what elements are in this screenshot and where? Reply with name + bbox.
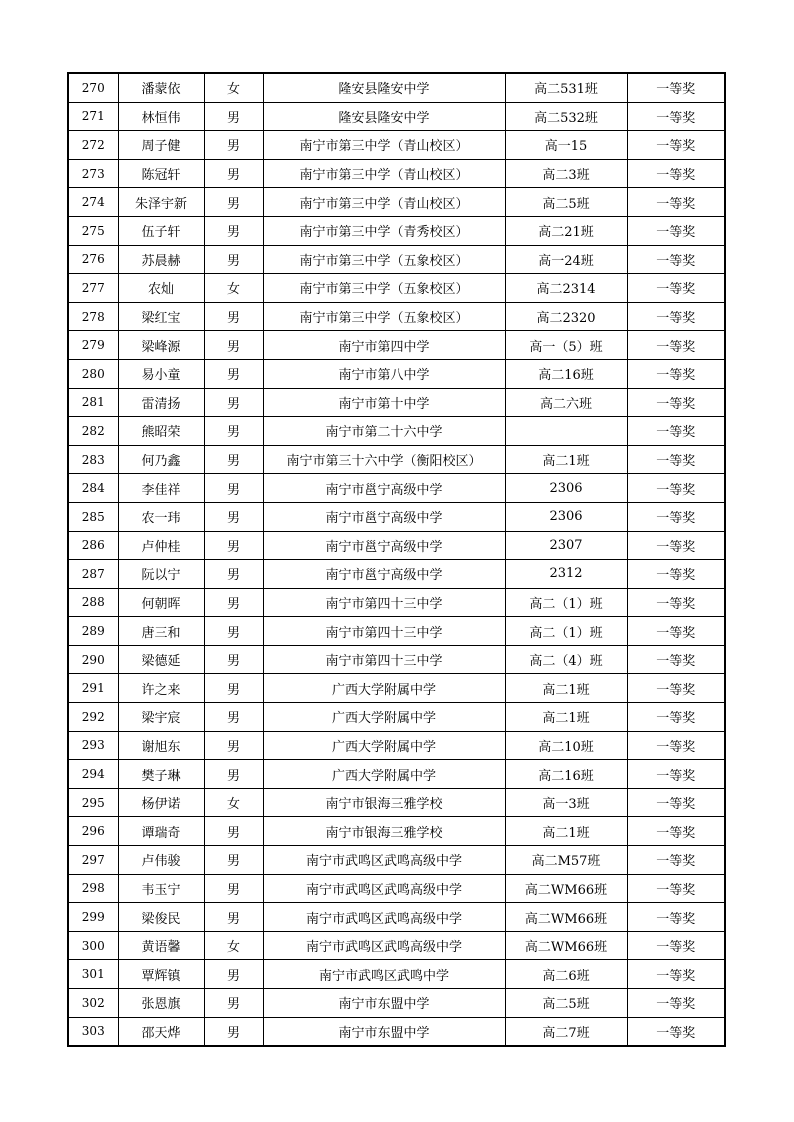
student-name-cell: 周子健 xyxy=(118,131,204,160)
class-cell: 2307 xyxy=(505,531,627,560)
school-cell: 南宁市武鸣区武鸣中学 xyxy=(263,960,505,989)
row-number-cell: 281 xyxy=(68,388,118,417)
award-level-cell: 一等奖 xyxy=(627,531,725,560)
award-level-cell: 一等奖 xyxy=(627,274,725,303)
student-name-cell: 朱泽宇新 xyxy=(118,188,204,217)
award-level-cell: 一等奖 xyxy=(627,216,725,245)
table-row xyxy=(68,846,725,875)
gender-cell: 女 xyxy=(204,73,263,102)
row-number-cell: 289 xyxy=(68,617,118,646)
row-number-cell: 303 xyxy=(68,1017,118,1046)
class-cell: 高二1班 xyxy=(505,817,627,846)
table-row xyxy=(68,445,725,474)
award-level-cell: 一等奖 xyxy=(627,245,725,274)
gender-cell: 男 xyxy=(204,245,263,274)
award-level-cell: 一等奖 xyxy=(627,331,725,360)
student-name-cell: 何乃鑫 xyxy=(118,445,204,474)
student-name-cell: 林恒伟 xyxy=(118,102,204,131)
school-cell: 南宁市第三中学（青山校区） xyxy=(263,131,505,160)
table-row xyxy=(68,274,725,303)
row-number-cell: 284 xyxy=(68,474,118,503)
class-cell: 高二3班 xyxy=(505,159,627,188)
gender-cell: 男 xyxy=(204,417,263,446)
school-cell: 南宁市银海三雅学校 xyxy=(263,817,505,846)
row-number-cell: 274 xyxy=(68,188,118,217)
table-row xyxy=(68,331,725,360)
school-cell: 南宁市第二十六中学 xyxy=(263,417,505,446)
row-number-cell: 288 xyxy=(68,588,118,617)
student-name-cell: 梁峰源 xyxy=(118,331,204,360)
student-name-cell: 杨伊诺 xyxy=(118,788,204,817)
school-cell: 南宁市第十中学 xyxy=(263,388,505,417)
class-cell: 高二532班 xyxy=(505,102,627,131)
school-cell: 南宁市银海三雅学校 xyxy=(263,788,505,817)
student-name-cell: 黄语馨 xyxy=(118,931,204,960)
school-cell: 南宁市第四十三中学 xyxy=(263,617,505,646)
table-row xyxy=(68,502,725,531)
row-number-cell: 278 xyxy=(68,302,118,331)
class-cell: 高二5班 xyxy=(505,989,627,1018)
award-level-cell: 一等奖 xyxy=(627,1017,725,1046)
class-cell: 高二1班 xyxy=(505,674,627,703)
table-row xyxy=(68,645,725,674)
student-name-cell: 雷清扬 xyxy=(118,388,204,417)
class-cell: 高二六班 xyxy=(505,388,627,417)
class-cell: 高一3班 xyxy=(505,788,627,817)
row-number-cell: 298 xyxy=(68,874,118,903)
award-level-cell: 一等奖 xyxy=(627,817,725,846)
award-level-cell: 一等奖 xyxy=(627,931,725,960)
gender-cell: 男 xyxy=(204,645,263,674)
award-level-cell: 一等奖 xyxy=(627,645,725,674)
award-level-cell: 一等奖 xyxy=(627,188,725,217)
table-row xyxy=(68,388,725,417)
school-cell: 南宁市武鸣区武鸣高级中学 xyxy=(263,874,505,903)
gender-cell: 男 xyxy=(204,989,263,1018)
student-name-cell: 韦玉宁 xyxy=(118,874,204,903)
award-list-table xyxy=(67,72,726,1047)
award-level-cell: 一等奖 xyxy=(627,445,725,474)
gender-cell: 男 xyxy=(204,903,263,932)
award-level-cell: 一等奖 xyxy=(627,731,725,760)
gender-cell: 女 xyxy=(204,788,263,817)
table-row xyxy=(68,131,725,160)
class-cell: 高二WM66班 xyxy=(505,874,627,903)
table-row xyxy=(68,989,725,1018)
gender-cell: 男 xyxy=(204,846,263,875)
award-level-cell: 一等奖 xyxy=(627,560,725,589)
student-name-cell: 谭瑞奇 xyxy=(118,817,204,846)
award-level-cell: 一等奖 xyxy=(627,502,725,531)
student-name-cell: 易小童 xyxy=(118,359,204,388)
gender-cell: 男 xyxy=(204,474,263,503)
gender-cell: 男 xyxy=(204,817,263,846)
student-name-cell: 许之来 xyxy=(118,674,204,703)
class-cell: 2306 xyxy=(505,502,627,531)
table-row xyxy=(68,674,725,703)
student-name-cell: 覃辉镇 xyxy=(118,960,204,989)
table-row xyxy=(68,903,725,932)
class-cell: 高二16班 xyxy=(505,359,627,388)
school-cell: 南宁市第三中学（五象校区） xyxy=(263,245,505,274)
award-level-cell: 一等奖 xyxy=(627,131,725,160)
table-row xyxy=(68,188,725,217)
award-level-cell: 一等奖 xyxy=(627,960,725,989)
student-name-cell: 谢旭东 xyxy=(118,731,204,760)
student-name-cell: 阮以宁 xyxy=(118,560,204,589)
row-number-cell: 295 xyxy=(68,788,118,817)
row-number-cell: 290 xyxy=(68,645,118,674)
school-cell: 南宁市武鸣区武鸣高级中学 xyxy=(263,903,505,932)
row-number-cell: 299 xyxy=(68,903,118,932)
class-cell: 高二（1）班 xyxy=(505,617,627,646)
class-cell: 2306 xyxy=(505,474,627,503)
school-cell: 南宁市第四十三中学 xyxy=(263,645,505,674)
student-name-cell: 张恩旗 xyxy=(118,989,204,1018)
student-name-cell: 陈冠轩 xyxy=(118,159,204,188)
student-name-cell: 苏晨赫 xyxy=(118,245,204,274)
gender-cell: 男 xyxy=(204,359,263,388)
award-level-cell: 一等奖 xyxy=(627,788,725,817)
class-cell: 高二（1）班 xyxy=(505,588,627,617)
gender-cell: 男 xyxy=(204,674,263,703)
award-level-cell: 一等奖 xyxy=(627,703,725,732)
table-row xyxy=(68,102,725,131)
gender-cell: 男 xyxy=(204,159,263,188)
school-cell: 广西大学附属中学 xyxy=(263,674,505,703)
award-level-cell: 一等奖 xyxy=(627,588,725,617)
award-level-cell: 一等奖 xyxy=(627,417,725,446)
student-name-cell: 梁俊民 xyxy=(118,903,204,932)
student-name-cell: 李佳祥 xyxy=(118,474,204,503)
award-level-cell: 一等奖 xyxy=(627,102,725,131)
row-number-cell: 270 xyxy=(68,73,118,102)
class-cell: 高二7班 xyxy=(505,1017,627,1046)
row-number-cell: 301 xyxy=(68,960,118,989)
school-cell: 南宁市邕宁高级中学 xyxy=(263,502,505,531)
student-name-cell: 卢伟骏 xyxy=(118,846,204,875)
gender-cell: 男 xyxy=(204,445,263,474)
gender-cell: 男 xyxy=(204,703,263,732)
gender-cell: 男 xyxy=(204,1017,263,1046)
class-cell: 高二10班 xyxy=(505,731,627,760)
table-row xyxy=(68,931,725,960)
table-row xyxy=(68,874,725,903)
row-number-cell: 280 xyxy=(68,359,118,388)
award-level-cell: 一等奖 xyxy=(627,159,725,188)
school-cell: 南宁市第三十六中学（衡阳校区） xyxy=(263,445,505,474)
award-level-cell: 一等奖 xyxy=(627,903,725,932)
award-level-cell: 一等奖 xyxy=(627,874,725,903)
class-cell: 高二1班 xyxy=(505,445,627,474)
award-level-cell: 一等奖 xyxy=(627,617,725,646)
class-cell: 高二21班 xyxy=(505,216,627,245)
class-cell: 高二WM66班 xyxy=(505,903,627,932)
table-row xyxy=(68,417,725,446)
school-cell: 广西大学附属中学 xyxy=(263,703,505,732)
gender-cell: 男 xyxy=(204,760,263,789)
class-cell: 高一24班 xyxy=(505,245,627,274)
row-number-cell: 292 xyxy=(68,703,118,732)
class-cell: 高一15 xyxy=(505,131,627,160)
award-level-cell: 一等奖 xyxy=(627,388,725,417)
gender-cell: 男 xyxy=(204,331,263,360)
gender-cell: 男 xyxy=(204,588,263,617)
table-row xyxy=(68,760,725,789)
class-cell: 高二5班 xyxy=(505,188,627,217)
school-cell: 南宁市武鸣区武鸣高级中学 xyxy=(263,846,505,875)
gender-cell: 男 xyxy=(204,302,263,331)
table-row xyxy=(68,731,725,760)
class-cell: 高二6班 xyxy=(505,960,627,989)
school-cell: 南宁市第四中学 xyxy=(263,331,505,360)
award-list-body xyxy=(68,73,725,1046)
table-row xyxy=(68,73,725,102)
gender-cell: 男 xyxy=(204,131,263,160)
row-number-cell: 287 xyxy=(68,560,118,589)
student-name-cell: 梁红宝 xyxy=(118,302,204,331)
student-name-cell: 农灿 xyxy=(118,274,204,303)
table-row xyxy=(68,560,725,589)
gender-cell: 男 xyxy=(204,560,263,589)
table-row xyxy=(68,216,725,245)
gender-cell: 男 xyxy=(204,388,263,417)
row-number-cell: 293 xyxy=(68,731,118,760)
gender-cell: 男 xyxy=(204,960,263,989)
gender-cell: 男 xyxy=(204,731,263,760)
student-name-cell: 农一玮 xyxy=(118,502,204,531)
class-cell: 高二（4）班 xyxy=(505,645,627,674)
school-cell: 南宁市第三中学（青秀校区） xyxy=(263,216,505,245)
gender-cell: 女 xyxy=(204,931,263,960)
student-name-cell: 伍子轩 xyxy=(118,216,204,245)
student-name-cell: 唐三和 xyxy=(118,617,204,646)
award-level-cell: 一等奖 xyxy=(627,474,725,503)
school-cell: 广西大学附属中学 xyxy=(263,760,505,789)
row-number-cell: 276 xyxy=(68,245,118,274)
class-cell: 高二2314 xyxy=(505,274,627,303)
row-number-cell: 271 xyxy=(68,102,118,131)
school-cell: 南宁市东盟中学 xyxy=(263,989,505,1018)
class-cell: 高二2320 xyxy=(505,302,627,331)
row-number-cell: 286 xyxy=(68,531,118,560)
gender-cell: 男 xyxy=(204,502,263,531)
school-cell: 南宁市第三中学（五象校区） xyxy=(263,274,505,303)
table-row xyxy=(68,588,725,617)
school-cell: 南宁市第三中学（五象校区） xyxy=(263,302,505,331)
school-cell: 南宁市第四十三中学 xyxy=(263,588,505,617)
row-number-cell: 294 xyxy=(68,760,118,789)
school-cell: 南宁市邕宁高级中学 xyxy=(263,474,505,503)
gender-cell: 男 xyxy=(204,617,263,646)
table-row xyxy=(68,474,725,503)
school-cell: 南宁市第三中学（青山校区） xyxy=(263,188,505,217)
student-name-cell: 梁德延 xyxy=(118,645,204,674)
school-cell: 南宁市东盟中学 xyxy=(263,1017,505,1046)
table-row xyxy=(68,1017,725,1046)
gender-cell: 女 xyxy=(204,274,263,303)
class-cell: 高二WM66班 xyxy=(505,931,627,960)
row-number-cell: 272 xyxy=(68,131,118,160)
row-number-cell: 279 xyxy=(68,331,118,360)
class-cell: 高二16班 xyxy=(505,760,627,789)
row-number-cell: 273 xyxy=(68,159,118,188)
gender-cell: 男 xyxy=(204,102,263,131)
student-name-cell: 熊昭荣 xyxy=(118,417,204,446)
row-number-cell: 283 xyxy=(68,445,118,474)
award-level-cell: 一等奖 xyxy=(627,302,725,331)
row-number-cell: 275 xyxy=(68,216,118,245)
table-row xyxy=(68,359,725,388)
table-row xyxy=(68,788,725,817)
row-number-cell: 285 xyxy=(68,502,118,531)
table-row xyxy=(68,245,725,274)
student-name-cell: 梁宇宸 xyxy=(118,703,204,732)
row-number-cell: 300 xyxy=(68,931,118,960)
table-row xyxy=(68,703,725,732)
class-cell: 高二M57班 xyxy=(505,846,627,875)
school-cell: 南宁市第三中学（青山校区） xyxy=(263,159,505,188)
row-number-cell: 291 xyxy=(68,674,118,703)
award-level-cell: 一等奖 xyxy=(627,760,725,789)
school-cell: 南宁市武鸣区武鸣高级中学 xyxy=(263,931,505,960)
student-name-cell: 邵天烨 xyxy=(118,1017,204,1046)
award-level-cell: 一等奖 xyxy=(627,359,725,388)
row-number-cell: 297 xyxy=(68,846,118,875)
gender-cell: 男 xyxy=(204,874,263,903)
student-name-cell: 潘蒙依 xyxy=(118,73,204,102)
row-number-cell: 277 xyxy=(68,274,118,303)
row-number-cell: 296 xyxy=(68,817,118,846)
table-row xyxy=(68,159,725,188)
school-cell: 隆安县隆安中学 xyxy=(263,73,505,102)
gender-cell: 男 xyxy=(204,216,263,245)
award-level-cell: 一等奖 xyxy=(627,989,725,1018)
student-name-cell: 卢仲桂 xyxy=(118,531,204,560)
table-row xyxy=(68,302,725,331)
table-row xyxy=(68,817,725,846)
award-level-cell: 一等奖 xyxy=(627,73,725,102)
class-cell xyxy=(505,417,627,446)
class-cell: 高二531班 xyxy=(505,73,627,102)
award-level-cell: 一等奖 xyxy=(627,846,725,875)
gender-cell: 男 xyxy=(204,531,263,560)
award-level-cell: 一等奖 xyxy=(627,674,725,703)
school-cell: 南宁市邕宁高级中学 xyxy=(263,560,505,589)
class-cell: 高二1班 xyxy=(505,703,627,732)
class-cell: 2312 xyxy=(505,560,627,589)
school-cell: 南宁市邕宁高级中学 xyxy=(263,531,505,560)
row-number-cell: 282 xyxy=(68,417,118,446)
class-cell: 高一（5）班 xyxy=(505,331,627,360)
student-name-cell: 何朝晖 xyxy=(118,588,204,617)
school-cell: 南宁市第八中学 xyxy=(263,359,505,388)
table-row xyxy=(68,531,725,560)
table-row xyxy=(68,960,725,989)
gender-cell: 男 xyxy=(204,188,263,217)
school-cell: 广西大学附属中学 xyxy=(263,731,505,760)
student-name-cell: 樊子琳 xyxy=(118,760,204,789)
table-row xyxy=(68,617,725,646)
row-number-cell: 302 xyxy=(68,989,118,1018)
school-cell: 隆安县隆安中学 xyxy=(263,102,505,131)
